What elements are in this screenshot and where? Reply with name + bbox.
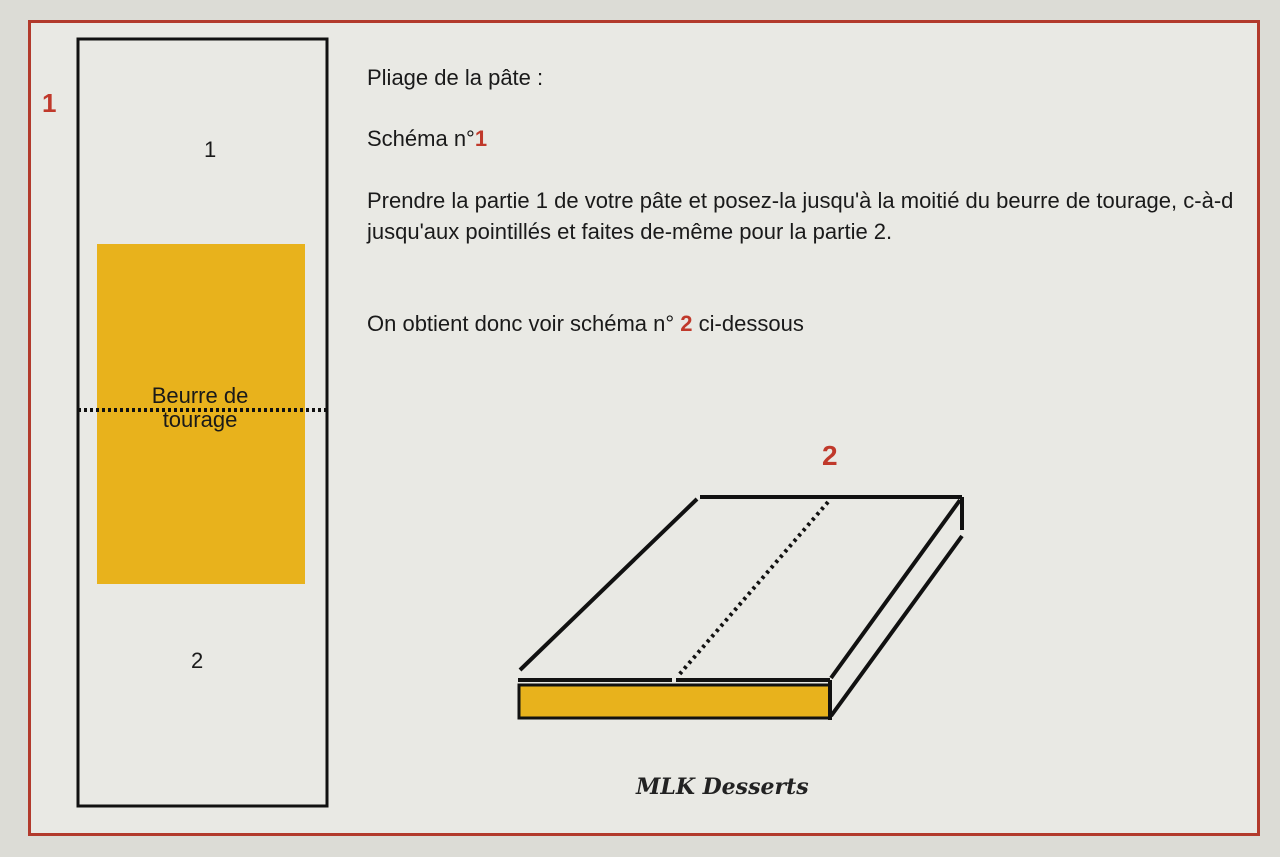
signature: MLK Desserts <box>636 774 809 800</box>
result-suffix: ci-dessous <box>692 311 804 336</box>
part-1-label: 1 <box>204 137 217 162</box>
schema-2-number: 2 <box>822 440 838 471</box>
part-2-label: 2 <box>191 648 204 673</box>
butter-label: Beurre de tourage <box>151 383 249 432</box>
page-title: Pliage de la pâte : <box>367 65 544 90</box>
folded-dough-3d <box>518 497 962 720</box>
schema-prefix: Schéma n° <box>367 126 475 151</box>
result-number: 2 <box>680 311 693 336</box>
schema-heading <box>367 123 487 154</box>
schema-1-number: 1 <box>42 88 57 118</box>
result-prefix: On obtient donc voir schéma n° <box>367 311 681 336</box>
schema-number: 1 <box>474 126 488 151</box>
instruction-text: Prendre la partie 1 de votre pâte et posez-la jusqu'à la moitié du beurre de tourage, c-à-d jusqu'aux pointillés et faites de-même pour la partie 2. <box>367 188 1234 244</box>
result-text <box>367 308 804 339</box>
